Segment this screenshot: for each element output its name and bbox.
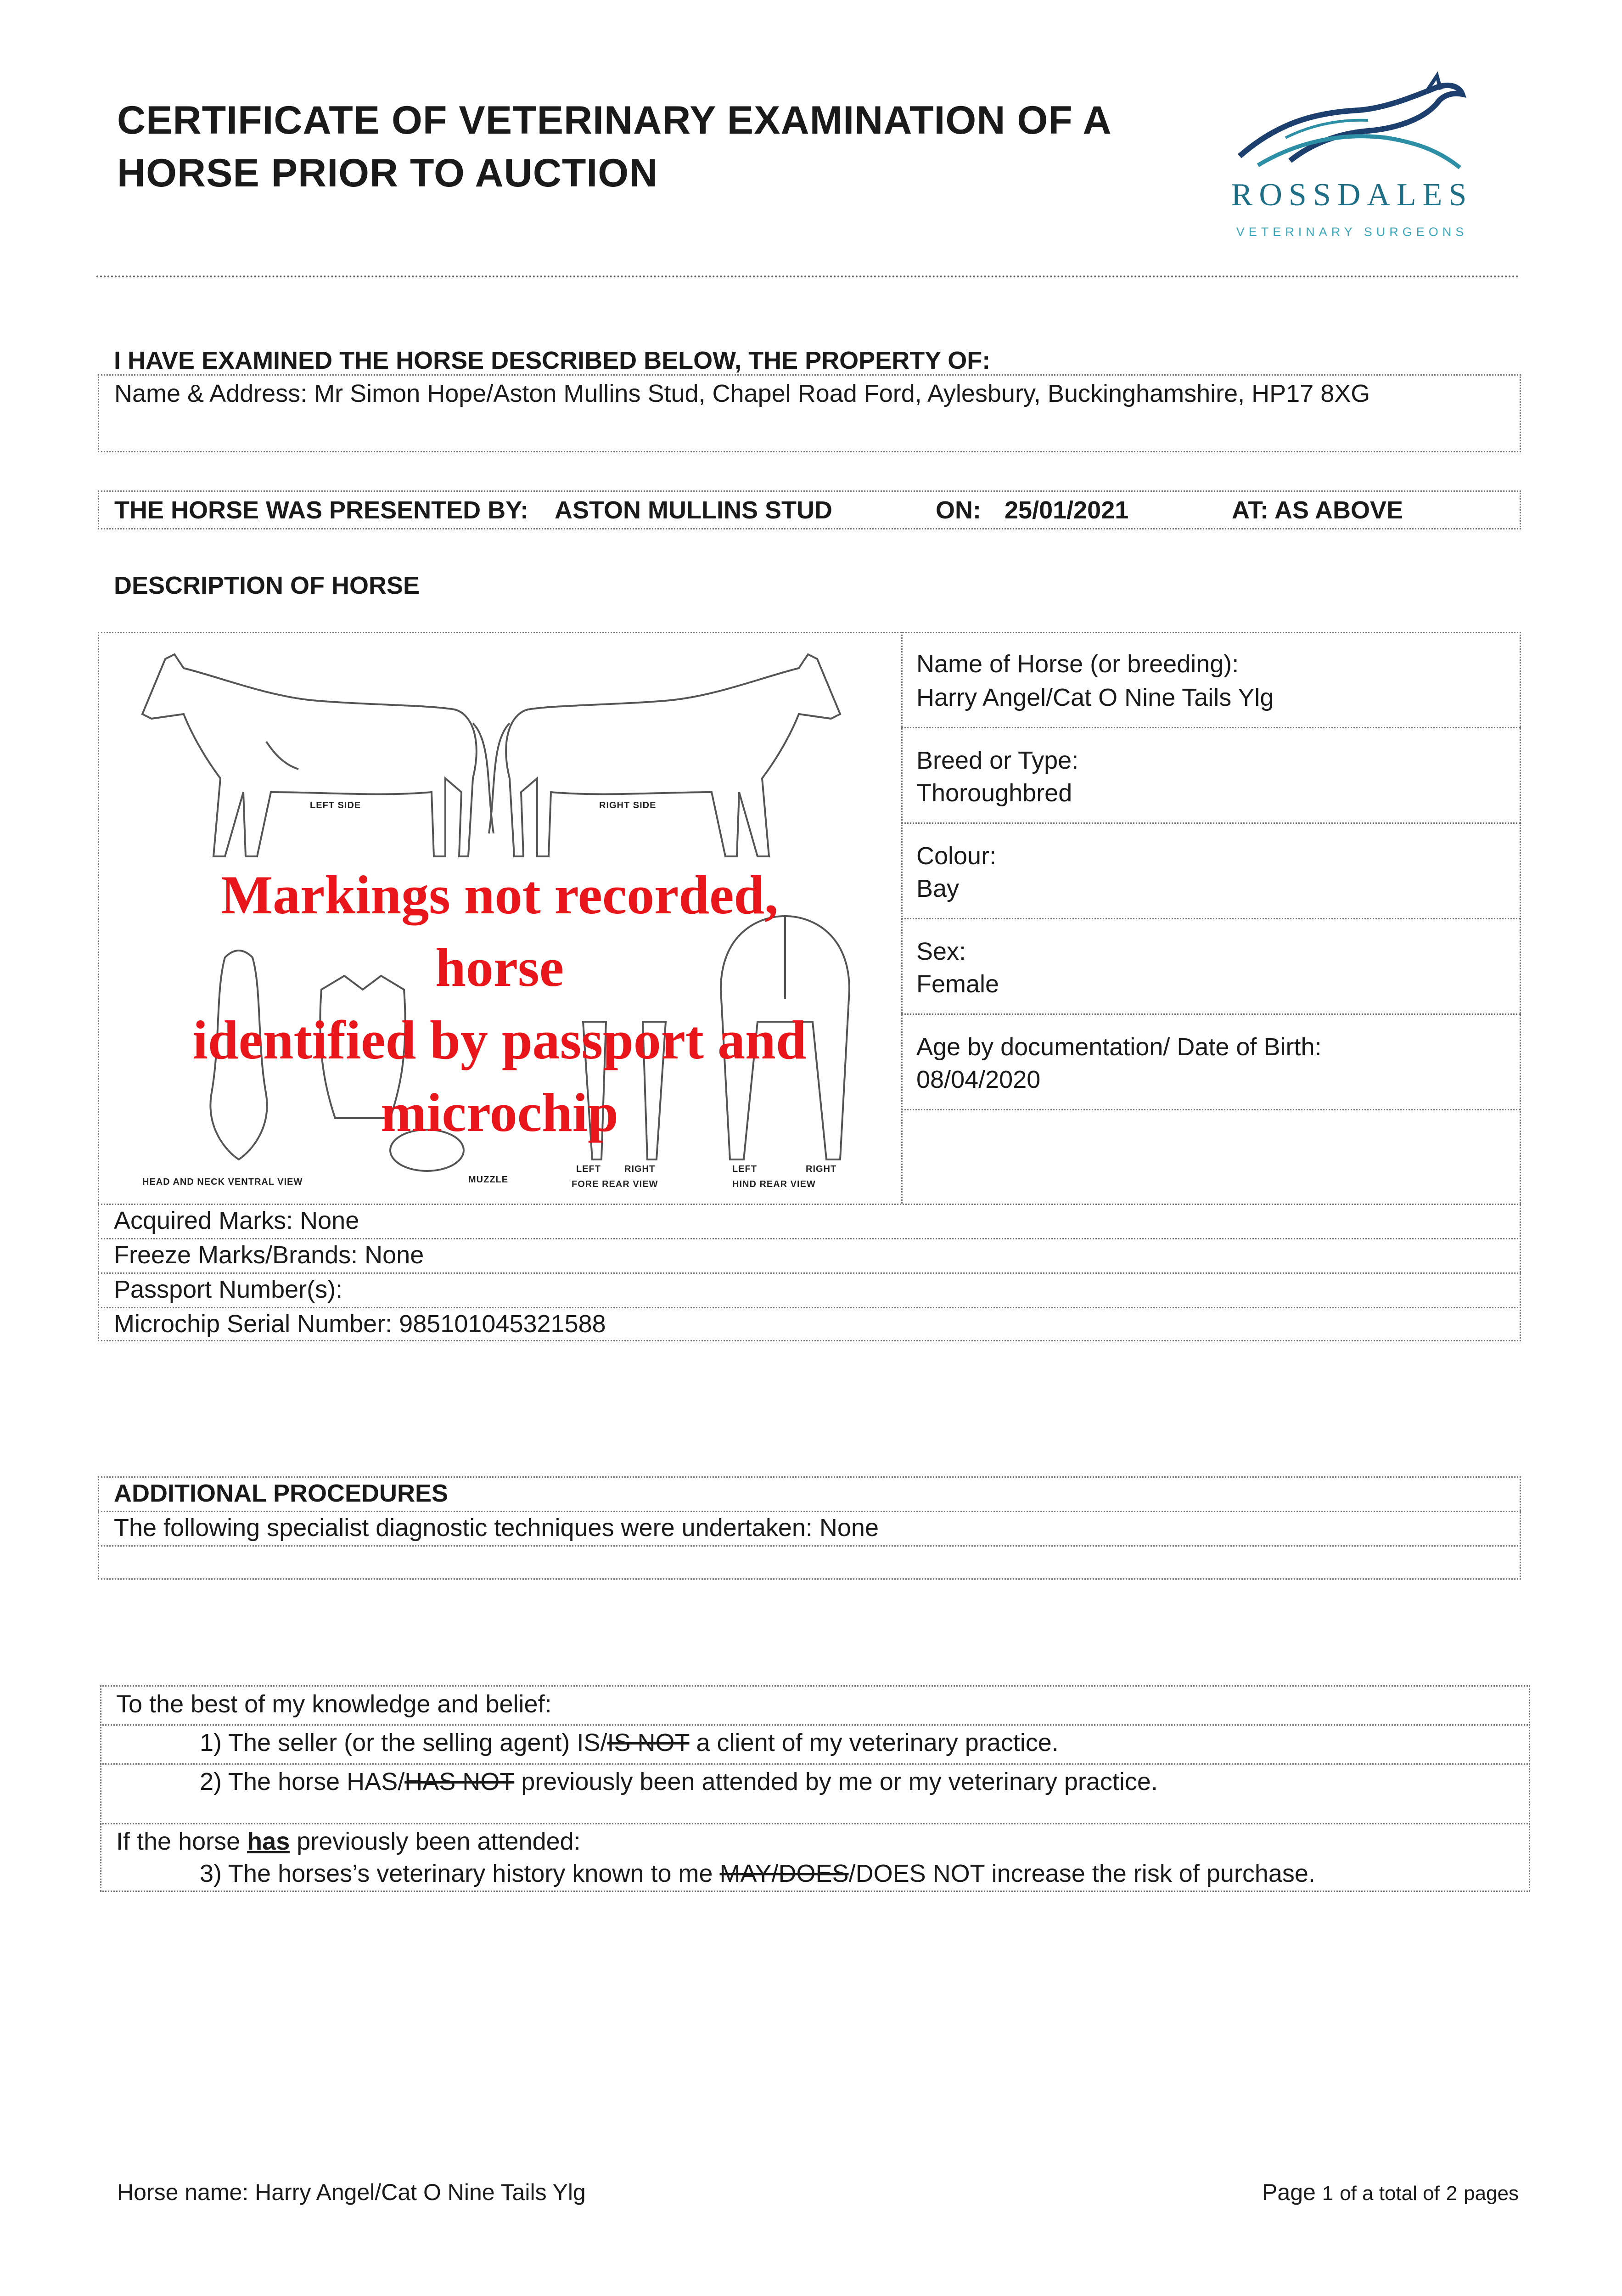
field-colour-label: Colour:: [916, 842, 997, 870]
head-neck-label: HEAD AND NECK VENTRAL VIEW: [142, 1177, 303, 1187]
field-name-label: Name of Horse (or breeding):: [916, 650, 1239, 678]
declaration-item-3: [200, 1857, 1315, 1890]
declaration-intro: To the best of my knowledge and belief:: [116, 1690, 552, 1718]
overlay-line-2: horse: [435, 937, 564, 998]
presented-by: ASTON MULLINS STUD: [555, 496, 832, 524]
field-sex-value: Female: [916, 970, 999, 998]
field-sex: [901, 919, 1521, 1015]
field-age: [901, 1015, 1521, 1110]
left-side-horse-outline: [142, 654, 494, 856]
overlay-line-4: microchip: [381, 1082, 618, 1143]
title-line-1: CERTIFICATE OF VETERINARY EXAMINATION OF A: [117, 98, 1112, 142]
declaration-condition: [116, 1825, 581, 1857]
footer-horse-name: Horse name: Harry Angel/Cat O Nine Tails Ylg: [117, 2179, 586, 2205]
fore-view-label: FORE REAR VIEW: [572, 1179, 658, 1189]
pages-word: pages: [1464, 2182, 1519, 2205]
fore-right-label: RIGHT: [624, 1164, 656, 1174]
field-sex-label: Sex:: [916, 938, 966, 965]
passport-number: Passport Number(s):: [114, 1276, 343, 1303]
logo-subtitle: VETERINARY SURGEONS: [1236, 225, 1468, 239]
header-divider: [96, 276, 1520, 277]
item1-struck-text: IS NOT: [607, 1729, 690, 1756]
rossdales-logo: [1221, 69, 1483, 253]
acquired-marks: Acquired Marks: None: [114, 1207, 359, 1234]
owner-name-address: Name & Address: Mr Simon Hope/Aston Mullins Stud, Chapel Road Ford, Aylesbury, Buckinghamshire, HP17 8XG: [114, 380, 1370, 407]
right-side-label: RIGHT SIDE: [599, 800, 657, 810]
field-age-label: Age by documentation/ Date of Birth:: [916, 1033, 1322, 1061]
overlay-line-3: identified by passport and: [192, 1009, 807, 1070]
cond-text-end: previously been attended:: [290, 1828, 581, 1855]
row-divider: [100, 1724, 1530, 1726]
page-total: 2: [1446, 2182, 1458, 2205]
cond-has-emphasis: has: [247, 1828, 290, 1855]
field-breed-value: Thoroughbred: [916, 779, 1072, 807]
hind-left-label: LEFT: [732, 1164, 757, 1174]
procedures-line: The following specialist diagnostic techniques were undertaken: None: [114, 1514, 879, 1542]
microchip-number: Microchip Serial Number: 985101045321588: [114, 1310, 606, 1338]
declaration-item-1: [200, 1727, 1059, 1759]
field-breed: [901, 728, 1521, 824]
item2-struck-text: HAS NOT: [404, 1768, 515, 1795]
description-heading: DESCRIPTION OF HORSE: [114, 572, 420, 599]
horse-logo-icon: [1221, 69, 1483, 174]
field-colour: [901, 824, 1521, 919]
presented-box: [98, 490, 1521, 529]
item2-text-end: previously been attended by me or my veterinary practice.: [514, 1768, 1158, 1795]
overlay-line-1: Markings not recorded,: [220, 864, 779, 925]
title-line-2: HORSE PRIOR TO AUCTION: [117, 151, 658, 195]
row-divider: [98, 1545, 1521, 1547]
document-title: [117, 94, 1112, 200]
page-of-total: of a total of: [1340, 2182, 1440, 2205]
presented-on-date: 25/01/2021: [1005, 496, 1129, 524]
field-breed-label: Breed or Type:: [916, 747, 1079, 774]
item3-text-end: /DOES NOT increase the risk of purchase.: [848, 1860, 1315, 1887]
field-name: [901, 632, 1521, 728]
declaration-item-2: [200, 1766, 1158, 1798]
row-divider: [100, 1823, 1530, 1824]
left-side-label: LEFT SIDE: [310, 800, 361, 810]
field-colour-value: Bay: [916, 875, 960, 902]
muzzle-label: MUZZLE: [468, 1175, 509, 1185]
markings-overlay-note: [98, 859, 901, 1149]
field-name-value: Harry Angel/Cat O Nine Tails Ylg: [916, 684, 1274, 711]
footer-page-number: [1262, 2179, 1519, 2206]
item2-text: 2) The horse HAS/: [200, 1768, 405, 1795]
field-age-value: 08/04/2020: [916, 1066, 1041, 1093]
procedures-heading: ADDITIONAL PROCEDURES: [114, 1480, 449, 1507]
freeze-marks: Freeze Marks/Brands: None: [114, 1241, 424, 1269]
owner-box: [98, 374, 1521, 452]
hind-right-label: RIGHT: [806, 1164, 837, 1174]
fore-left-label: LEFT: [576, 1164, 601, 1174]
hind-view-label: HIND REAR VIEW: [732, 1179, 816, 1189]
owner-heading: I HAVE EXAMINED THE HORSE DESCRIBED BELOW, THE PROPERTY OF:: [114, 347, 991, 374]
logo-name: ROSSDALES: [1231, 177, 1473, 213]
item3-text: 3) The horses’s veterinary history known to me: [200, 1860, 720, 1887]
horse-details-fields: [901, 632, 1521, 1110]
item1-text-end: a client of my veterinary practice.: [689, 1729, 1059, 1756]
right-side-horse-outline: [489, 654, 840, 856]
presented-label: THE HORSE WAS PRESENTED BY:: [114, 496, 529, 524]
cond-text: If the horse: [116, 1828, 247, 1855]
row-divider: [100, 1763, 1530, 1765]
item3-struck-text: MAY/DOES: [719, 1860, 849, 1887]
page-num: 1: [1322, 2182, 1334, 2205]
presented-at: AT: AS ABOVE: [1232, 496, 1403, 524]
item1-text: 1) The seller (or the selling agent) IS/: [200, 1729, 607, 1756]
page-word: Page: [1262, 2179, 1316, 2205]
presented-on-label: ON:: [936, 496, 981, 524]
